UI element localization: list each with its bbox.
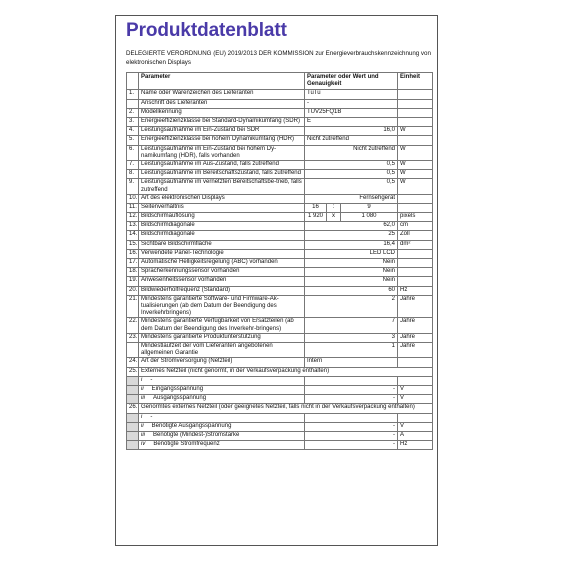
table-row: 23. Mindestens garantierte Produktunterstützung 3 Jahre: [127, 333, 433, 342]
table-row: 8. Leistungsaufnahme im Bereitschaftszustand, falls zutreffend 0,5 W: [127, 170, 433, 179]
product-data-table: [126, 72, 433, 450]
sub-row: iii Ausgangsspannung - V: [127, 395, 433, 404]
sub-row: iv Benötigte Stromfrequenz - Hz: [127, 441, 433, 450]
header-value: Parameter oder Wert und Genauigkeit: [305, 73, 398, 90]
header-parameter: Parameter: [139, 73, 305, 90]
table-row: 16. Verwendete Panel-Technologie LED LCD: [127, 249, 433, 258]
table-row: 21. Mindestens garantierte Software- und Firmware-Ak-tualisierungen (ab dem Datum der Beendigung des Inverkehrbringens) 2 Jahre: [127, 295, 433, 318]
table-row: 10. Art des elektronischen Displays Fernsehgerät: [127, 194, 433, 203]
header-unit: Einheit: [398, 73, 433, 90]
regulation-subtitle: DELEGIERTE VERORDNUNG (EU) 2019/2013 DER KOMMISSION zur Energieverbrauchskennzeichnung von elektronischen Displays: [126, 50, 431, 66]
table-row: 22. Mindestens garantierte Verfügbarkeit von Ersatzteilen (ab dem Datum der Beendigung des Inverkehr-bringens) 7 Jahre: [127, 318, 433, 333]
table-row: 13. Bildschirmdiagonale 62,0 cm: [127, 222, 433, 231]
table-row: 11. Seitenverhältnis 16 : 9: [127, 203, 433, 212]
sub-row: iii Benötigte (Mindest-)Stromstärke - A: [127, 431, 433, 440]
table-row: 20. Bildwiederholfrequenz (Standard) 60 Hz: [127, 286, 433, 295]
table-row: 25. Externes Netzteil (nicht genormt, in der Verkaufsverpackung enthalten): [127, 367, 433, 376]
table-row: 24. Art der Stromversorgung (Netzteil) Intern: [127, 358, 433, 367]
table-row: Mindestlaufzeit der vom Lieferanten angebotenen allgemeinen Garantie 1 Jahre: [127, 342, 433, 357]
table-row: 2. Modellkennung TUV25FQ1B: [127, 108, 433, 117]
product-data-sheet: [115, 15, 438, 546]
table-row: 17. Automatische Helligkeitsregelung (ABC) vorhanden Nein: [127, 259, 433, 268]
sub-row: ii Eingangsspannung - V: [127, 385, 433, 394]
table-row: 19. Anwesenheitssensor vorhanden Nein: [127, 277, 433, 286]
table-row: 5. Energieeffizienzklasse bei hohem Dynamikumfang (HDR) Nicht zutreffend: [127, 136, 433, 145]
sub-row: i -: [127, 376, 433, 385]
table-row: 26. Genormtes externes Netzteil (oder geeignetes Netzteil, falls nicht in der Verkaufsverpackung enthalten): [127, 404, 433, 413]
table-row: 14. Bildschirmdiagonale 25 Zoll: [127, 231, 433, 240]
sub-row: i -: [127, 413, 433, 422]
table-row: 15. Sichtbare Bildschirmfläche 16,4 dm²: [127, 240, 433, 249]
table-row: 1. Name oder Warenzeichen des Lieferanten TuTu: [127, 90, 433, 99]
header-row: [127, 73, 433, 90]
table-row: 18. Spracherkennungssensor vorhanden Nein: [127, 268, 433, 277]
table-row: 3. Energieeffizienzklasse bei Standard-Dynamikumfang (SDR) E: [127, 117, 433, 126]
table-row: 7. Leistungsaufnahme im Aus-Zustand, falls zutreffend 0,5 W: [127, 160, 433, 169]
page-title: Produktdatenblatt: [126, 20, 287, 41]
table-row: 6. Leistungsaufnahme im Ein-Zustand bei hohem Dy-namikumfang (HDR), falls vorhanden Nicht zutreffend W: [127, 145, 433, 160]
table-row: 12. Bildschirmauflösung 1 920 x 1 080 pixels: [127, 213, 433, 222]
table-row: 9. Leistungsaufnahme im vernetzten Bereitschaftsbe-trieb, falls zutreffend 0,5 W: [127, 179, 433, 194]
sub-row: ii Benötigte Ausgangsspannung - V: [127, 422, 433, 431]
table-row: 4. Leistungsaufnahme im Ein-Zustand bei SDR 16,0 W: [127, 127, 433, 136]
table-row: Anschrift des Lieferanten -: [127, 99, 433, 108]
